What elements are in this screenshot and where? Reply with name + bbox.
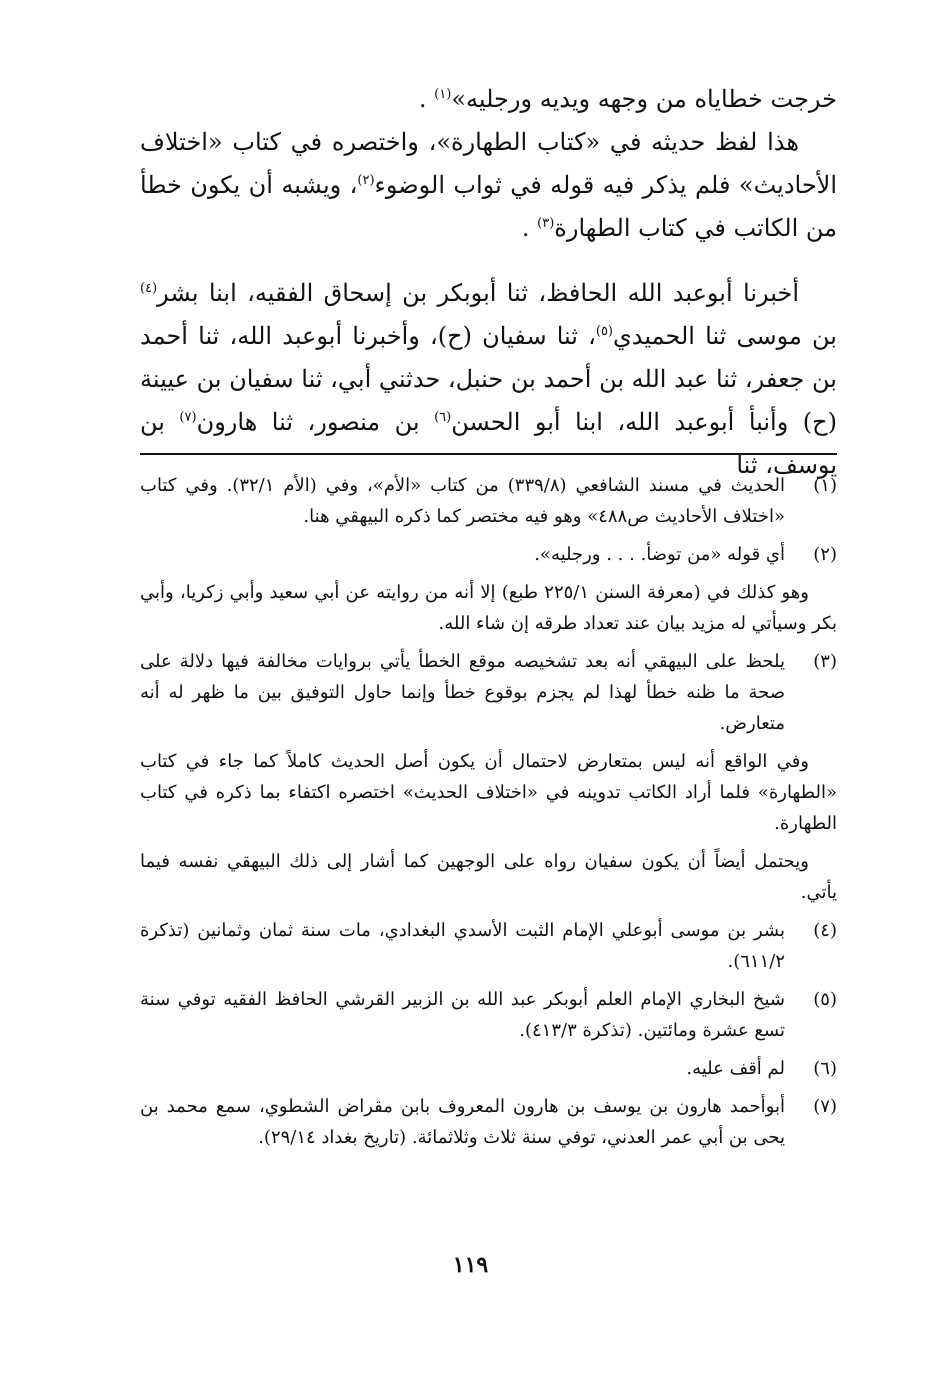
footnote-ref-2: (٢) xyxy=(357,173,375,188)
footnote-2 xyxy=(140,539,837,570)
footnote-6-text: لم أقف عليه. xyxy=(686,1058,785,1079)
paragraph-1-end: . xyxy=(418,85,427,113)
paragraph-2-text-b: ، ويشبه أن يكون خطأ من الكاتب في كتاب الطهارة xyxy=(140,171,837,242)
paragraph-2-end: . xyxy=(521,214,530,242)
footnote-7-number: (٧) xyxy=(813,1096,837,1117)
footnote-7 xyxy=(140,1091,837,1153)
paragraph-2-text-a: هذا لفظ حديثه في «كتاب الطهارة»، واختصره في كتاب «اختلاف الأحاديث» فلم يذكر فيه قوله في ثواب الوضوء xyxy=(140,128,838,199)
footnote-3-number: (٣) xyxy=(813,651,837,672)
footnote-5 xyxy=(140,984,837,1046)
paragraph-3-text-d: بن منصور، ثنا هارون xyxy=(196,408,435,436)
footnote-1-text: الحديث في مسند الشافعي (٣٣٩/٨) من كتاب «الأم»، وفي (الأم ٣٢/١). وفي كتاب «اختلاف الأحاديث ص٤٨٨» وهو فيه مختصر كما ذكره البيهقي هنا. xyxy=(140,475,786,527)
footnote-3-continuation-2: ويحتمل أيضاً أن يكون سفيان رواه على الوجهين كما أشار إلى ذلك البيهقي نفسه فيما يأتي. xyxy=(140,851,837,903)
footnote-3 xyxy=(140,646,837,739)
main-text xyxy=(140,78,837,487)
footnote-7-text: أبوأحمد هارون بن يوسف بن هارون المعروف بابن مقراض الشطوي، سمع محمد بن يحى بن أبي عمر العدني، توفي سنة ثلاث وثلاثمائة. (تاريخ بغداد ٢٩/١٤). xyxy=(140,1096,785,1148)
footnote-6 xyxy=(140,1053,837,1084)
footnote-3-continuation-1: وفي الواقع أنه ليس بمتعارض لاحتمال أن يكون أصل الحديث كاملاً كما جاء في كتاب «الطهارة» فلما أراد الكاتب تدوينه في «اختلاف الحديث» اختصره اكتفاء بما ذكره في كتاب الطهارة. xyxy=(140,751,837,834)
footnote-separator xyxy=(140,453,837,455)
footnote-4-text: بشر بن موسى أبوعلي الإمام الثبت الأسدي البغدادي، مات سنة ثمان وثمانين (تذكرة ٦١١/٢). xyxy=(140,920,785,972)
paragraph-3-text-a: أخبرنا أبوعبد الله الحافظ، ثنا أبوبكر بن إسحاق الفقيه، ابنا بشر xyxy=(157,279,799,307)
footnote-ref-5: (٥) xyxy=(595,324,613,339)
page-number: ١١٩ xyxy=(452,1252,489,1278)
footnote-5-number: (٥) xyxy=(813,989,837,1010)
footnote-3-text: يلحظ على البيهقي أنه بعد تشخيصه موقع الخطأ يأتي بروايات مخالفة فيها دلالة على صحة ما ظنه خطأ لهذا لم يجزم بوقوع خطأ وإنما حاول التوفيق بين ما ظهر له أنه متعارض. xyxy=(140,651,785,734)
footnote-2-continuation: وهو كذلك في (معرفة السنن ٢٢٥/١ طبع) إلا أنه من روايته عن أبي سعيد وأبي زكريا، وأبي بكر وسيأتي له مزيد بيان عند تعداد طرقه إن شاء الله. xyxy=(140,582,837,634)
footnote-ref-7: (٧) xyxy=(179,410,197,425)
footnotes xyxy=(140,470,837,1160)
footnote-5-text: شيخ البخاري الإمام العلم أبوبكر عبد الله بن الزبير القرشي الحافظ الفقيه توفي سنة تسع عشرة ومائتين. (تذكرة ٤١٣/٣). xyxy=(140,989,785,1041)
footnote-1 xyxy=(140,470,837,532)
footnote-ref-3: (٣) xyxy=(537,216,555,231)
footnote-2-text: أي قوله «من توضأ. . . . ورجليه». xyxy=(534,544,785,565)
footnote-1-number: (١) xyxy=(813,475,837,496)
footnote-6-number: (٦) xyxy=(813,1058,837,1079)
footnote-ref-6: (٦) xyxy=(434,410,452,425)
paragraph-3-text-b: بن موسى ثنا الحميدي xyxy=(613,322,837,350)
footnote-ref-4: (٤) xyxy=(140,281,158,296)
footnote-4-number: (٤) xyxy=(813,920,837,941)
paragraph-3-text-e: بن يوسف، ثنا xyxy=(140,408,837,479)
footnote-ref-1: (١) xyxy=(434,87,452,102)
footnote-2-number: (٢) xyxy=(813,544,837,565)
paragraph-1-text: خرجت خطاياه من وجهه ويديه ورجليه» xyxy=(451,85,837,113)
paragraph-3-text-c: ، ثنا سفيان (ح)، وأخبرنا أبوعبد الله، ثنا أحمد بن جعفر، ثنا عبد الله بن أحمد بن حنبل، حدثني أبي، ثنا سفيان بن عيينة (ح) وأنبأ أبوعبد الله، ابنا أبو الحسن xyxy=(140,322,837,436)
paragraph-2 xyxy=(140,121,837,250)
paragraph-1 xyxy=(140,78,837,121)
footnote-4 xyxy=(140,915,837,977)
